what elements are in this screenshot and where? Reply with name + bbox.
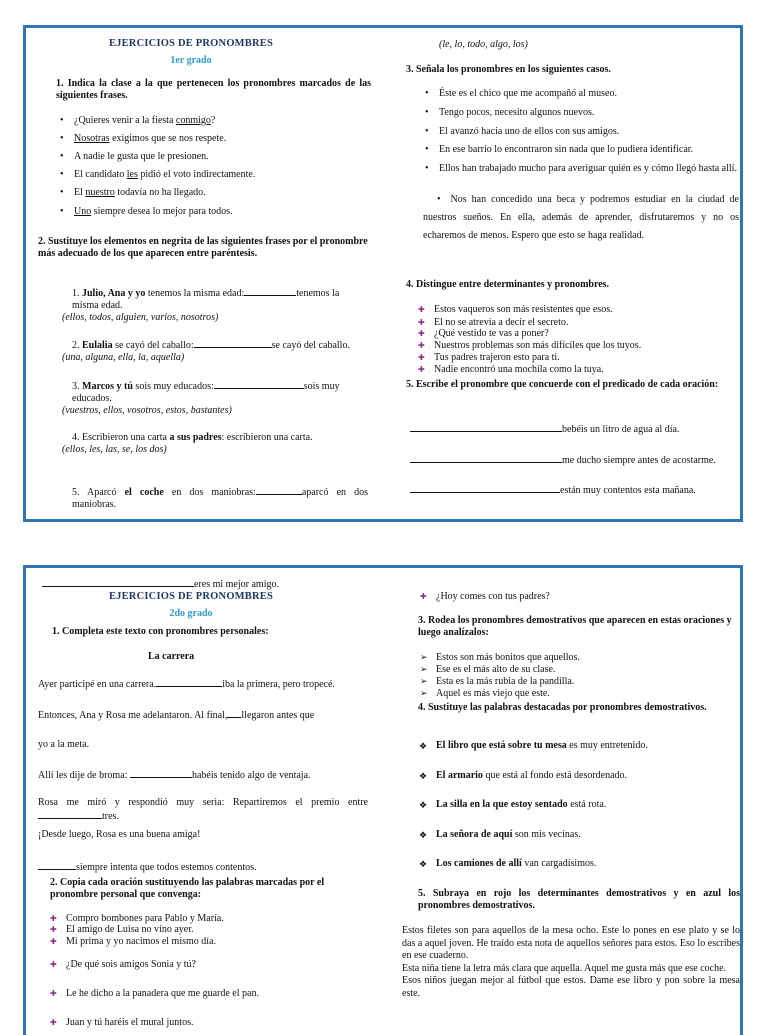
answer-blank[interactable] (42, 577, 194, 587)
list-item: ➢ Ese es el más alto de su clase. (436, 664, 555, 675)
q3-instruction: 3. Señala los pronombres en los siguientes casos. (406, 64, 611, 75)
answer-blank[interactable] (194, 338, 272, 348)
list-item: ❖ La silla en la que estoy sentado está rota. (436, 799, 606, 811)
list-item: • En ese barrio lo encontraron sin nada que lo pudiera identificar. (439, 144, 693, 156)
list-item: ✚ ¿Hoy comes con tus padres? (436, 591, 550, 603)
sheet2-grade: 2do grado (169, 608, 213, 619)
q1-instruction: 1. Indica la clase a la que pertenecen los pronombres marcados de las siguientes frases. (56, 78, 372, 101)
list-item: ✚ Mi prima y yo nacimos el mismo día. (66, 936, 216, 947)
list-item: ❖ El libro que está sobre tu mesa es muy entretenido. (436, 740, 648, 752)
story-line: Allí les dije de broma: habéis tenido algo de ventaja. (38, 770, 311, 781)
list-item: ✚ El amigo de Luisa no vino ayer. (66, 924, 193, 935)
list-item: • El avanzó hacia uno de ellos con sus amigos. (439, 126, 619, 138)
sheet1-grade: 1er grado (170, 55, 212, 66)
list-item: • Éste es el chico que me acompañó al museo. (439, 88, 617, 100)
list-item: ➢ Aquel es más viejo que este. (436, 688, 550, 699)
list-item: ❖ El armario que está al fondo está desordenado. (436, 770, 627, 782)
list-item: ✚ Compro bombones para Pablo y María. (66, 913, 224, 924)
list-item: ✚ ¿Qué vestido te vas a poner? (434, 328, 549, 339)
story-line: siempre intenta que todos estemos contentos. (38, 860, 368, 874)
q3-instruction: 3. Rodea los pronombres demostrativos que aparecen en estas oraciones y luego analízalos: (418, 615, 732, 638)
answer-blank[interactable] (156, 677, 222, 687)
list-item: ✚ Nadie encontró una mochila como la tuya. (434, 364, 604, 375)
q5-instruction: 5. Subraya en rojo los determinantes demostrativos y en azul los pronombres demostrativos. (418, 888, 740, 911)
q2-item-3: 3. Marcos y tú sois muy educados: sois muy educados. (vuestros, ellos, vosotros, estos, bastantes) (62, 381, 340, 416)
list-item: ❖ Los camiones de allí van cargadísimos. (436, 858, 596, 870)
list-item: • Tengo pocos, necesito algunos nuevos. (439, 107, 594, 119)
answer-blank[interactable] (38, 809, 102, 819)
list-item: ✚ ¿De qué sois amigos Sonia y tú? (66, 959, 196, 970)
list-item: • ¿Quieres venir a la fiesta conmigo? (74, 115, 215, 127)
worksheet-1st-grade (23, 25, 743, 522)
top-options: (le, lo, todo, algo, los) (439, 39, 528, 50)
answer-blank[interactable] (410, 453, 562, 463)
q2-item-1: 1. Julio, Ana y yo tenemos la misma edad: tenemos la misma edad. (ellos, todos, alguien, varios, nosotros) (62, 288, 340, 323)
story-line: yo a la meta. (38, 739, 90, 750)
q5-line-1: bebéis un litro de agua al día. (410, 422, 740, 436)
story-line: Ayer participé en una carrera. iba la primera, pero tropecé. (38, 679, 335, 690)
q5-line-3: están muy contentos esta mañana. (410, 483, 740, 497)
answer-blank[interactable] (410, 422, 562, 432)
story-line: Rosa me miró y respondió muy seria: Repartiremos el premio entretres. (38, 797, 368, 822)
list-item: ✚ Nuestros problemas son más difíciles que los tuyos. (434, 340, 641, 351)
list-item: • El nuestro todavía no ha llegado. (74, 187, 206, 199)
list-item: • Uno siempre desea lo mejor para todos. (74, 206, 233, 218)
top-line: eres mi mejor amigo. (42, 577, 279, 591)
story-line: ¡Desde luego, Rosa es una buena amiga! (38, 829, 201, 840)
story-line: Entonces, Ana y Rosa me adelantaron. Al final, llegaron antes que (38, 710, 315, 721)
q5-instruction: 5. Escribe el pronombre que concuerde con el predicado de cada oración: (406, 379, 719, 390)
list-item: ❖ La señora de aquí son mis vecinas. (436, 829, 581, 841)
answer-blank[interactable] (256, 485, 302, 495)
story-title: La carrera (148, 651, 195, 662)
answer-blank[interactable] (214, 379, 304, 389)
list-item: ✚ El no se atrevía a decir el secreto. (434, 317, 568, 328)
q2-item-5: 5. Aparcó el coche en dos maniobras: aparcó en dos maniobras. (72, 487, 369, 510)
list-item: • A nadie le gusta que le presionen. (74, 151, 209, 163)
list-item: • El candidato les pidió el voto indirectamente. (74, 169, 255, 181)
answer-blank[interactable] (244, 286, 296, 296)
q2-item-2: 2. Eulalia se cayó del caballo: se cayó del caballo. (una, alguna, ella, la, aquella) (62, 340, 350, 363)
q5-line-2: me ducho siempre antes de acostarme. (410, 453, 740, 467)
q3-paragraph: • Nos han concedido una beca y podremos estudiar en la ciudad de nuestros sueños. En ella, además de aprender, disfrutaremos y no os echaremos de menos. Espero que esto se haga realidad. (423, 194, 739, 241)
q1-instruction: 1. Completa este texto con pronombres personales: (52, 626, 269, 637)
q5-text (402, 925, 740, 1000)
q2-instruction: 2. Sustituye los elementos en negrita de las siguientes frases por el pronombre más adecuado de los que aparecen entre paréntesis. (38, 236, 368, 259)
sheet2-title: EJERCICIOS DE PRONOMBRES (108, 591, 274, 602)
list-item: ✚ Juan y tú haréis el mural juntos. (66, 1017, 193, 1028)
q4-instruction: 4. Distingue entre determinantes y pronombres. (406, 279, 610, 290)
answer-blank[interactable] (130, 768, 192, 778)
q5-paragraph: Esta niña tiene la letra más clara que aquella. Aquel me gusta más que ese coche. (402, 962, 727, 974)
answer-blank[interactable] (227, 708, 241, 718)
list-item: • Ellos han trabajado mucho para averiguar quién es y cómo llegó hasta allí. (439, 163, 739, 175)
answer-blank[interactable] (38, 860, 76, 870)
list-item: ✚ Estos vaqueros son más resistentes que esos. (434, 304, 613, 315)
q2-item-4: 4. Escribieron una carta a sus padres: escribieron una carta. (ellos, les, las, se, los dos) (62, 432, 313, 455)
sheet1-title: EJERCICIOS DE PRONOMBRES (108, 38, 274, 49)
list-item: ✚ Le he dicho a la panadera que me guarde el pan. (66, 988, 259, 999)
worksheet-2nd-grade (23, 565, 743, 1035)
q5-paragraph: Esos niños juegan mejor al fútbol que estos. Dame ese libro y pon sobre la mesa este. (402, 975, 740, 999)
q2-instruction: 2. Copia cada oración sustituyendo las palabras marcadas por el pronombre personal que convenga: (50, 877, 325, 900)
answer-blank[interactable] (410, 483, 560, 493)
list-item: ➢ Esta es la más rubia de la pandilla. (436, 676, 574, 687)
list-item: ✚ Tus padres trajeron esto para ti. (434, 352, 560, 363)
q4-instruction: 4. Sustituye las palabras destacadas por pronombres demostrativos. (418, 702, 707, 713)
list-item: • Nosotras exigimos que se nos respete. (74, 133, 226, 145)
q5-paragraph: Estos filetes son para aquellos de la mesa ocho. Este lo pones en ese plato y se lo das a aquel joven. He traído esta nota de aquellos señores para estos. Eso lo escribes en ese cuaderno. (402, 925, 740, 961)
list-item: ➢ Estos son más bonitos que aquellos. (436, 652, 580, 663)
